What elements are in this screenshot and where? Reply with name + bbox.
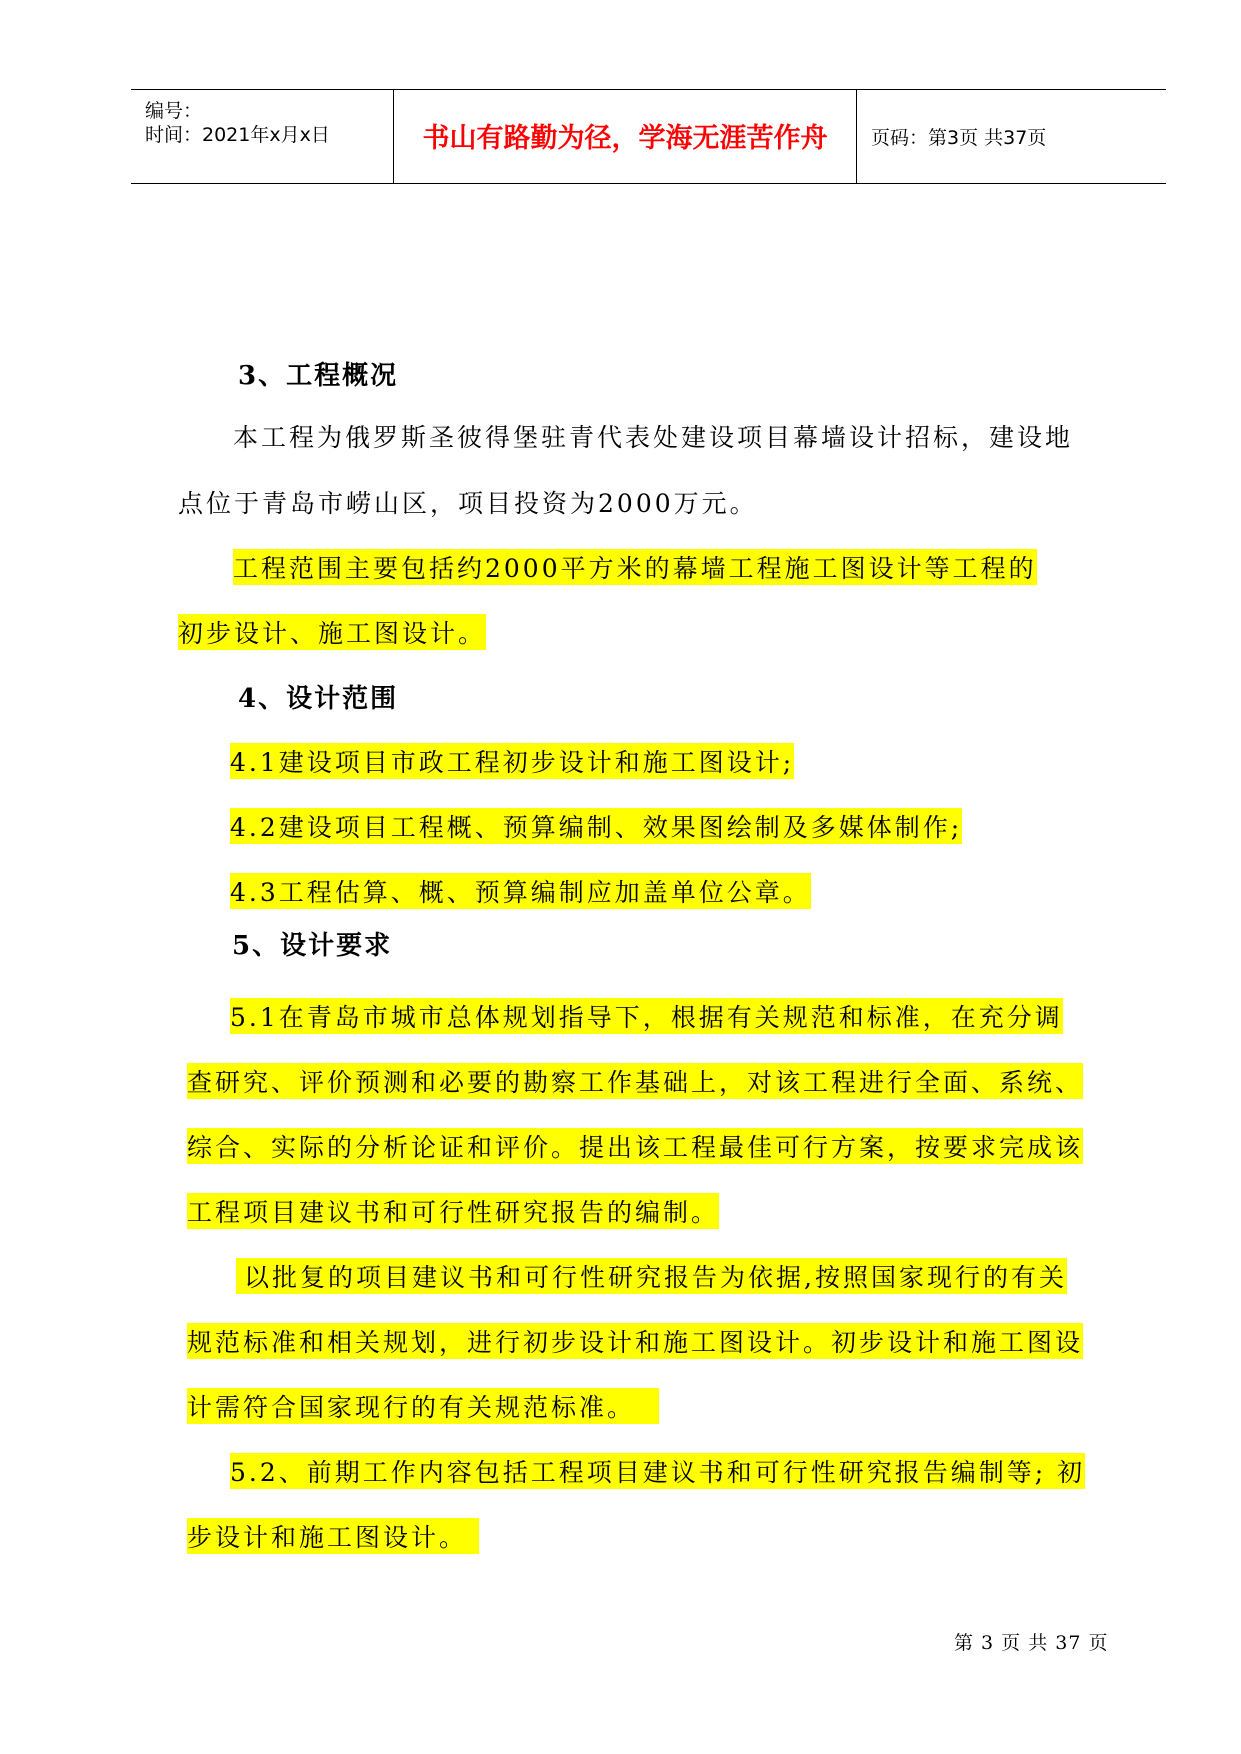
section-5-item-2-line: 5.2、前期工作内容包括工程项目建议书和可行性研究报告编制等; 初 — [230, 1453, 1085, 1489]
section-5-item-2-line: 步设计和施工图设计。 — [187, 1518, 479, 1554]
section-5-item-1-line: 工程项目建议书和可行性研究报告的编制。 — [187, 1193, 719, 1229]
section-5-paragraph-line: 以批复的项目建议书和可行性研究报告为依据,按照国家现行的有关 — [236, 1258, 1067, 1294]
section-3-paragraph-line: 点位于青岛市崂山区，项目投资为2000万元。 — [178, 489, 758, 518]
section-4-heading: 4、设计范围 — [238, 684, 399, 714]
section-3-paragraph-line: 本工程为俄罗斯圣彼得堡驻青代表处建设项目幕墙设计招标，建设地 — [233, 423, 1074, 452]
document-number-label: 编号： — [145, 100, 203, 122]
page-footer: 第 3 页 共 37 页 — [954, 1632, 1109, 1654]
section-3-highlighted-line: 工程范围主要包括约2000平方米的幕墙工程施工图设计等工程的 — [233, 549, 1037, 585]
section-4-item-2: 4.2建设项目工程概、预算编制、效果图绘制及多媒体制作; — [230, 808, 962, 844]
document-time-label: 时间：2021年x月x日 — [145, 124, 330, 146]
section-3-highlighted-line: 初步设计、施工图设计。 — [178, 614, 486, 650]
section-5-heading: 5、设计要求 — [232, 931, 393, 961]
page-header — [131, 89, 1166, 184]
section-5-item-1-line: 5.1在青岛市城市总体规划指导下，根据有关规范和标准，在充分调 — [230, 998, 1063, 1034]
section-5-item-1-line: 查研究、评价预测和必要的勘察工作基础上，对该工程进行全面、系统、 — [187, 1063, 1083, 1099]
header-motto: 书山有路勤为径，学海无涯苦作舟 — [422, 123, 828, 154]
section-5-item-1-line: 综合、实际的分析论证和评价。提出该工程最佳可行方案，按要求完成该 — [187, 1128, 1083, 1164]
section-4-item-3: 4.3工程估算、概、预算编制应加盖单位公章。 — [230, 873, 811, 909]
section-5-paragraph-line: 计需符合国家现行的有关规范标准。 — [187, 1388, 659, 1424]
header-middle-cell — [394, 90, 857, 183]
section-5-paragraph-line: 规范标准和相关规划，进行初步设计和施工图设计。初步设计和施工图设 — [187, 1323, 1083, 1359]
section-4-item-1: 4.1建设项目市政工程初步设计和施工图设计; — [230, 743, 794, 779]
section-3-heading: 3、工程概况 — [238, 361, 399, 391]
header-right-cell — [857, 90, 1166, 183]
header-left-cell — [131, 90, 394, 183]
header-page-info: 页码：第3页 共37页 — [871, 127, 1047, 149]
